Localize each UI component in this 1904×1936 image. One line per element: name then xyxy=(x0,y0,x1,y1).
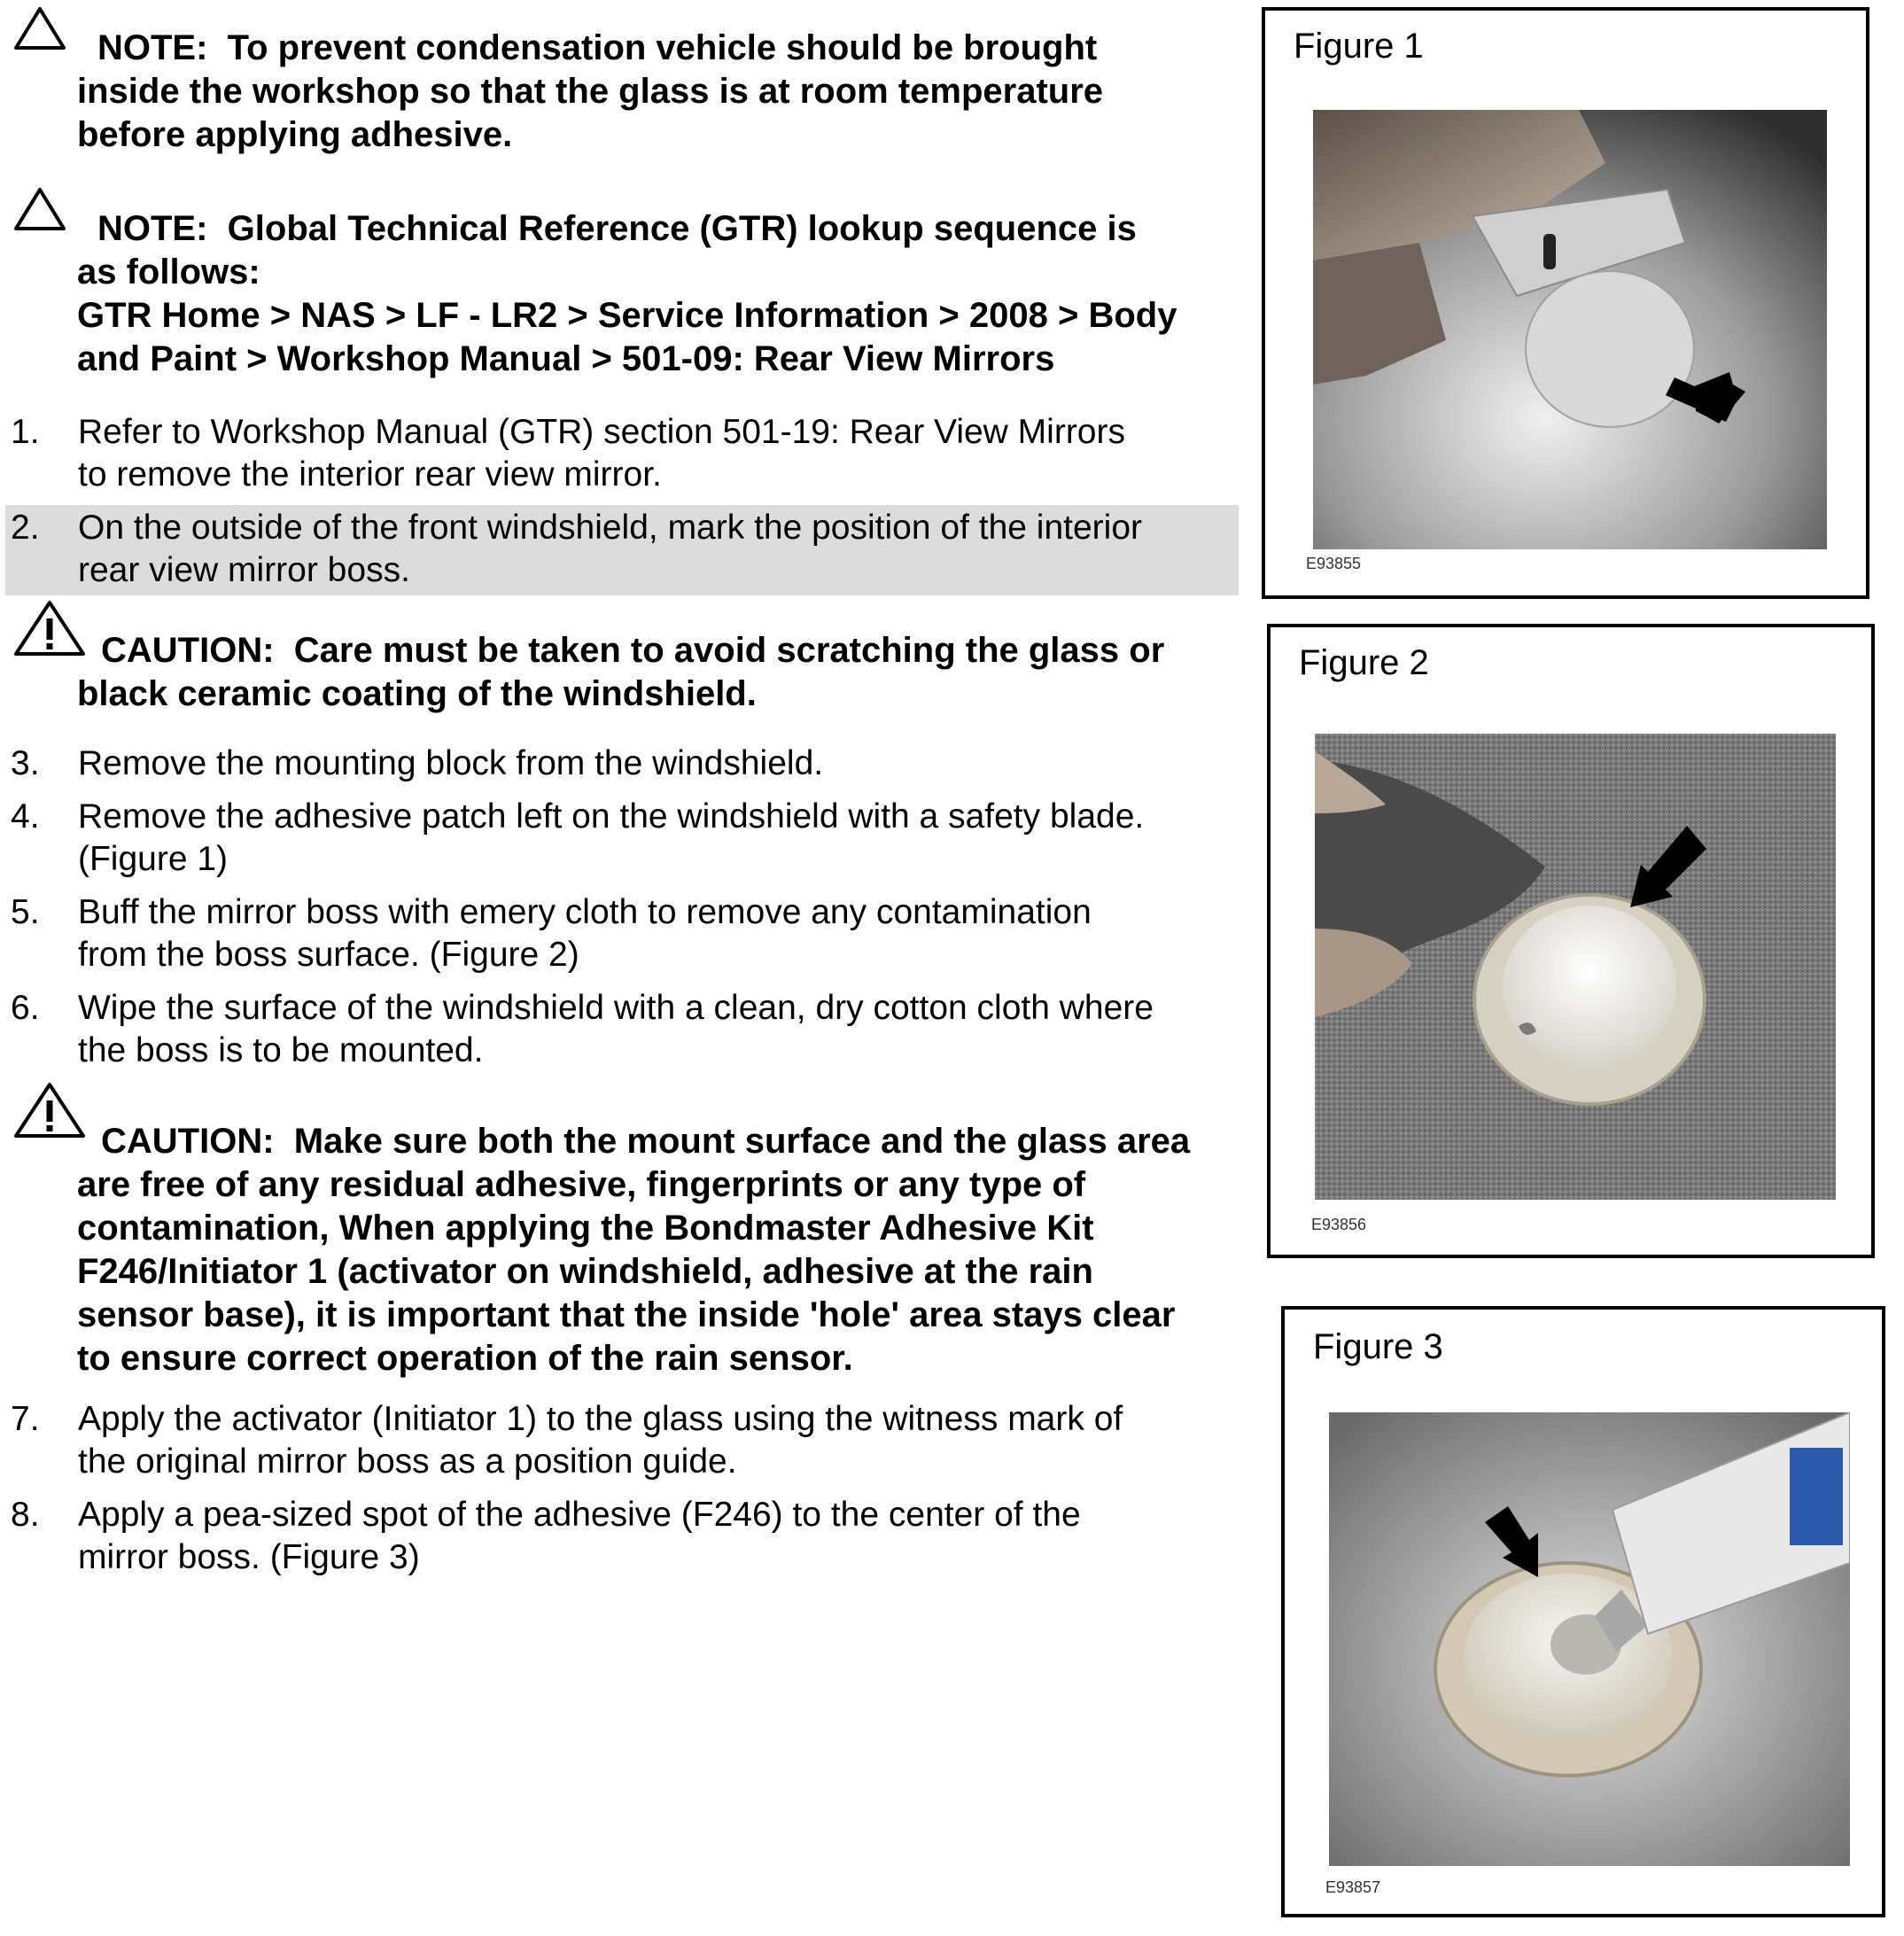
step-3 xyxy=(5,743,1237,785)
caution-scratching xyxy=(12,599,1226,716)
figure-2-photo xyxy=(1315,734,1836,1200)
step-text-line: from the boss surface. (Figure 2) xyxy=(78,936,579,974)
step-number: 3. xyxy=(11,744,40,782)
note-triangle-icon xyxy=(12,5,67,51)
caution-text-line: are free of any residual adhesive, fingerprints or any type of xyxy=(77,1165,1086,1204)
caution-label: CAUTION: xyxy=(101,631,275,670)
step-text-line: Remove the adhesive patch left on the windshield with a safety blade. xyxy=(78,797,1145,836)
figure-1-photo xyxy=(1313,110,1827,549)
note-text-line: To prevent condensation vehicle should be brought xyxy=(227,28,1098,67)
note-text-line: GTR Home > NAS > LF - LR2 > Service Information > 2008 > Body xyxy=(77,296,1177,335)
step-text-line: (Figure 1) xyxy=(78,840,229,878)
caution-warning-icon xyxy=(12,599,87,657)
step-number: 7. xyxy=(11,1400,40,1438)
caution-text-line: sensor base), it is important that the inside 'hole' area stays clear xyxy=(77,1295,1176,1334)
step-8 xyxy=(5,1494,1237,1579)
note-text-line: as follows: xyxy=(77,253,260,292)
caution-text-line: black ceramic coating of the windshield. xyxy=(77,674,757,713)
caution-text-line: Care must be taken to avoid scratching the glass or xyxy=(293,631,1165,670)
step-number: 6. xyxy=(11,989,40,1027)
step-2 xyxy=(5,505,1239,595)
step-text-line: Apply the activator (Initiator 1) to the glass using the witness mark of xyxy=(78,1400,1123,1438)
caution-text-line: contamination, When applying the Bondmaster Adhesive Kit xyxy=(77,1209,1094,1248)
figure-code: E93856 xyxy=(1311,1216,1367,1233)
step-4 xyxy=(5,796,1237,881)
caution-warning-icon xyxy=(12,1081,87,1139)
figure-1 xyxy=(1262,7,1869,599)
caution-surface-clean xyxy=(12,1081,1226,1380)
step-text-line: Remove the mounting block from the windshield. xyxy=(78,744,824,782)
step-text-line: mirror boss. (Figure 3) xyxy=(78,1538,420,1576)
step-number: 5. xyxy=(11,893,40,931)
step-text-line: Buff the mirror boss with emery cloth to remove any contamination xyxy=(78,893,1092,931)
step-text-line: the boss is to be mounted. xyxy=(78,1031,484,1069)
note-triangle-icon xyxy=(12,186,67,232)
figure-code: E93857 xyxy=(1325,1878,1381,1896)
note-label: NOTE: xyxy=(97,28,208,67)
step-number: 8. xyxy=(11,1496,40,1534)
step-text-line: to remove the interior rear view mirror. xyxy=(78,455,662,494)
note-condensation xyxy=(12,5,1226,157)
step-7 xyxy=(5,1398,1237,1483)
figure-caption: Figure 1 xyxy=(1294,27,1424,66)
step-text-line: Wipe the surface of the windshield with a clean, dry cotton cloth where xyxy=(78,989,1154,1027)
figure-2 xyxy=(1267,624,1875,1258)
note-gtr-lookup xyxy=(12,186,1226,381)
note-text-line: inside the workshop so that the glass is at room temperature xyxy=(77,72,1104,111)
figure-code: E93855 xyxy=(1306,555,1362,572)
note-label: NOTE: xyxy=(97,209,208,248)
caution-text-line: Make sure both the mount surface and the glass area xyxy=(293,1122,1191,1161)
figure-caption: Figure 2 xyxy=(1299,643,1429,682)
caution-text-line: to ensure correct operation of the rain sensor. xyxy=(77,1339,853,1378)
step-5 xyxy=(5,891,1237,976)
note-text-line: Global Technical Reference (GTR) lookup sequence is xyxy=(227,209,1137,248)
note-text-line: before applying adhesive. xyxy=(77,115,513,154)
step-text-line: Refer to Workshop Manual (GTR) section 501-19: Rear View Mirrors xyxy=(78,413,1125,451)
caution-text-line: F246/Initiator 1 (activator on windshield, adhesive at the rain xyxy=(77,1252,1093,1291)
note-text-line: and Paint > Workshop Manual > 501-09: Rear View Mirrors xyxy=(77,339,1055,378)
figure-caption: Figure 3 xyxy=(1313,1327,1443,1366)
figure-3 xyxy=(1281,1306,1885,1917)
step-number: 4. xyxy=(11,797,40,836)
step-text-line: rear view mirror boss. xyxy=(78,551,410,589)
step-text-line: the original mirror boss as a position guide. xyxy=(78,1442,737,1481)
step-number: 1. xyxy=(11,413,40,451)
step-number: 2. xyxy=(11,509,40,547)
caution-label: CAUTION: xyxy=(101,1122,275,1161)
figure-3-photo xyxy=(1329,1412,1850,1866)
step-1 xyxy=(5,411,1237,496)
step-text-line: On the outside of the front windshield, mark the position of the interior xyxy=(78,509,1143,547)
step-text-line: Apply a pea-sized spot of the adhesive (F246) to the center of the xyxy=(78,1496,1081,1534)
step-6 xyxy=(5,987,1237,1072)
